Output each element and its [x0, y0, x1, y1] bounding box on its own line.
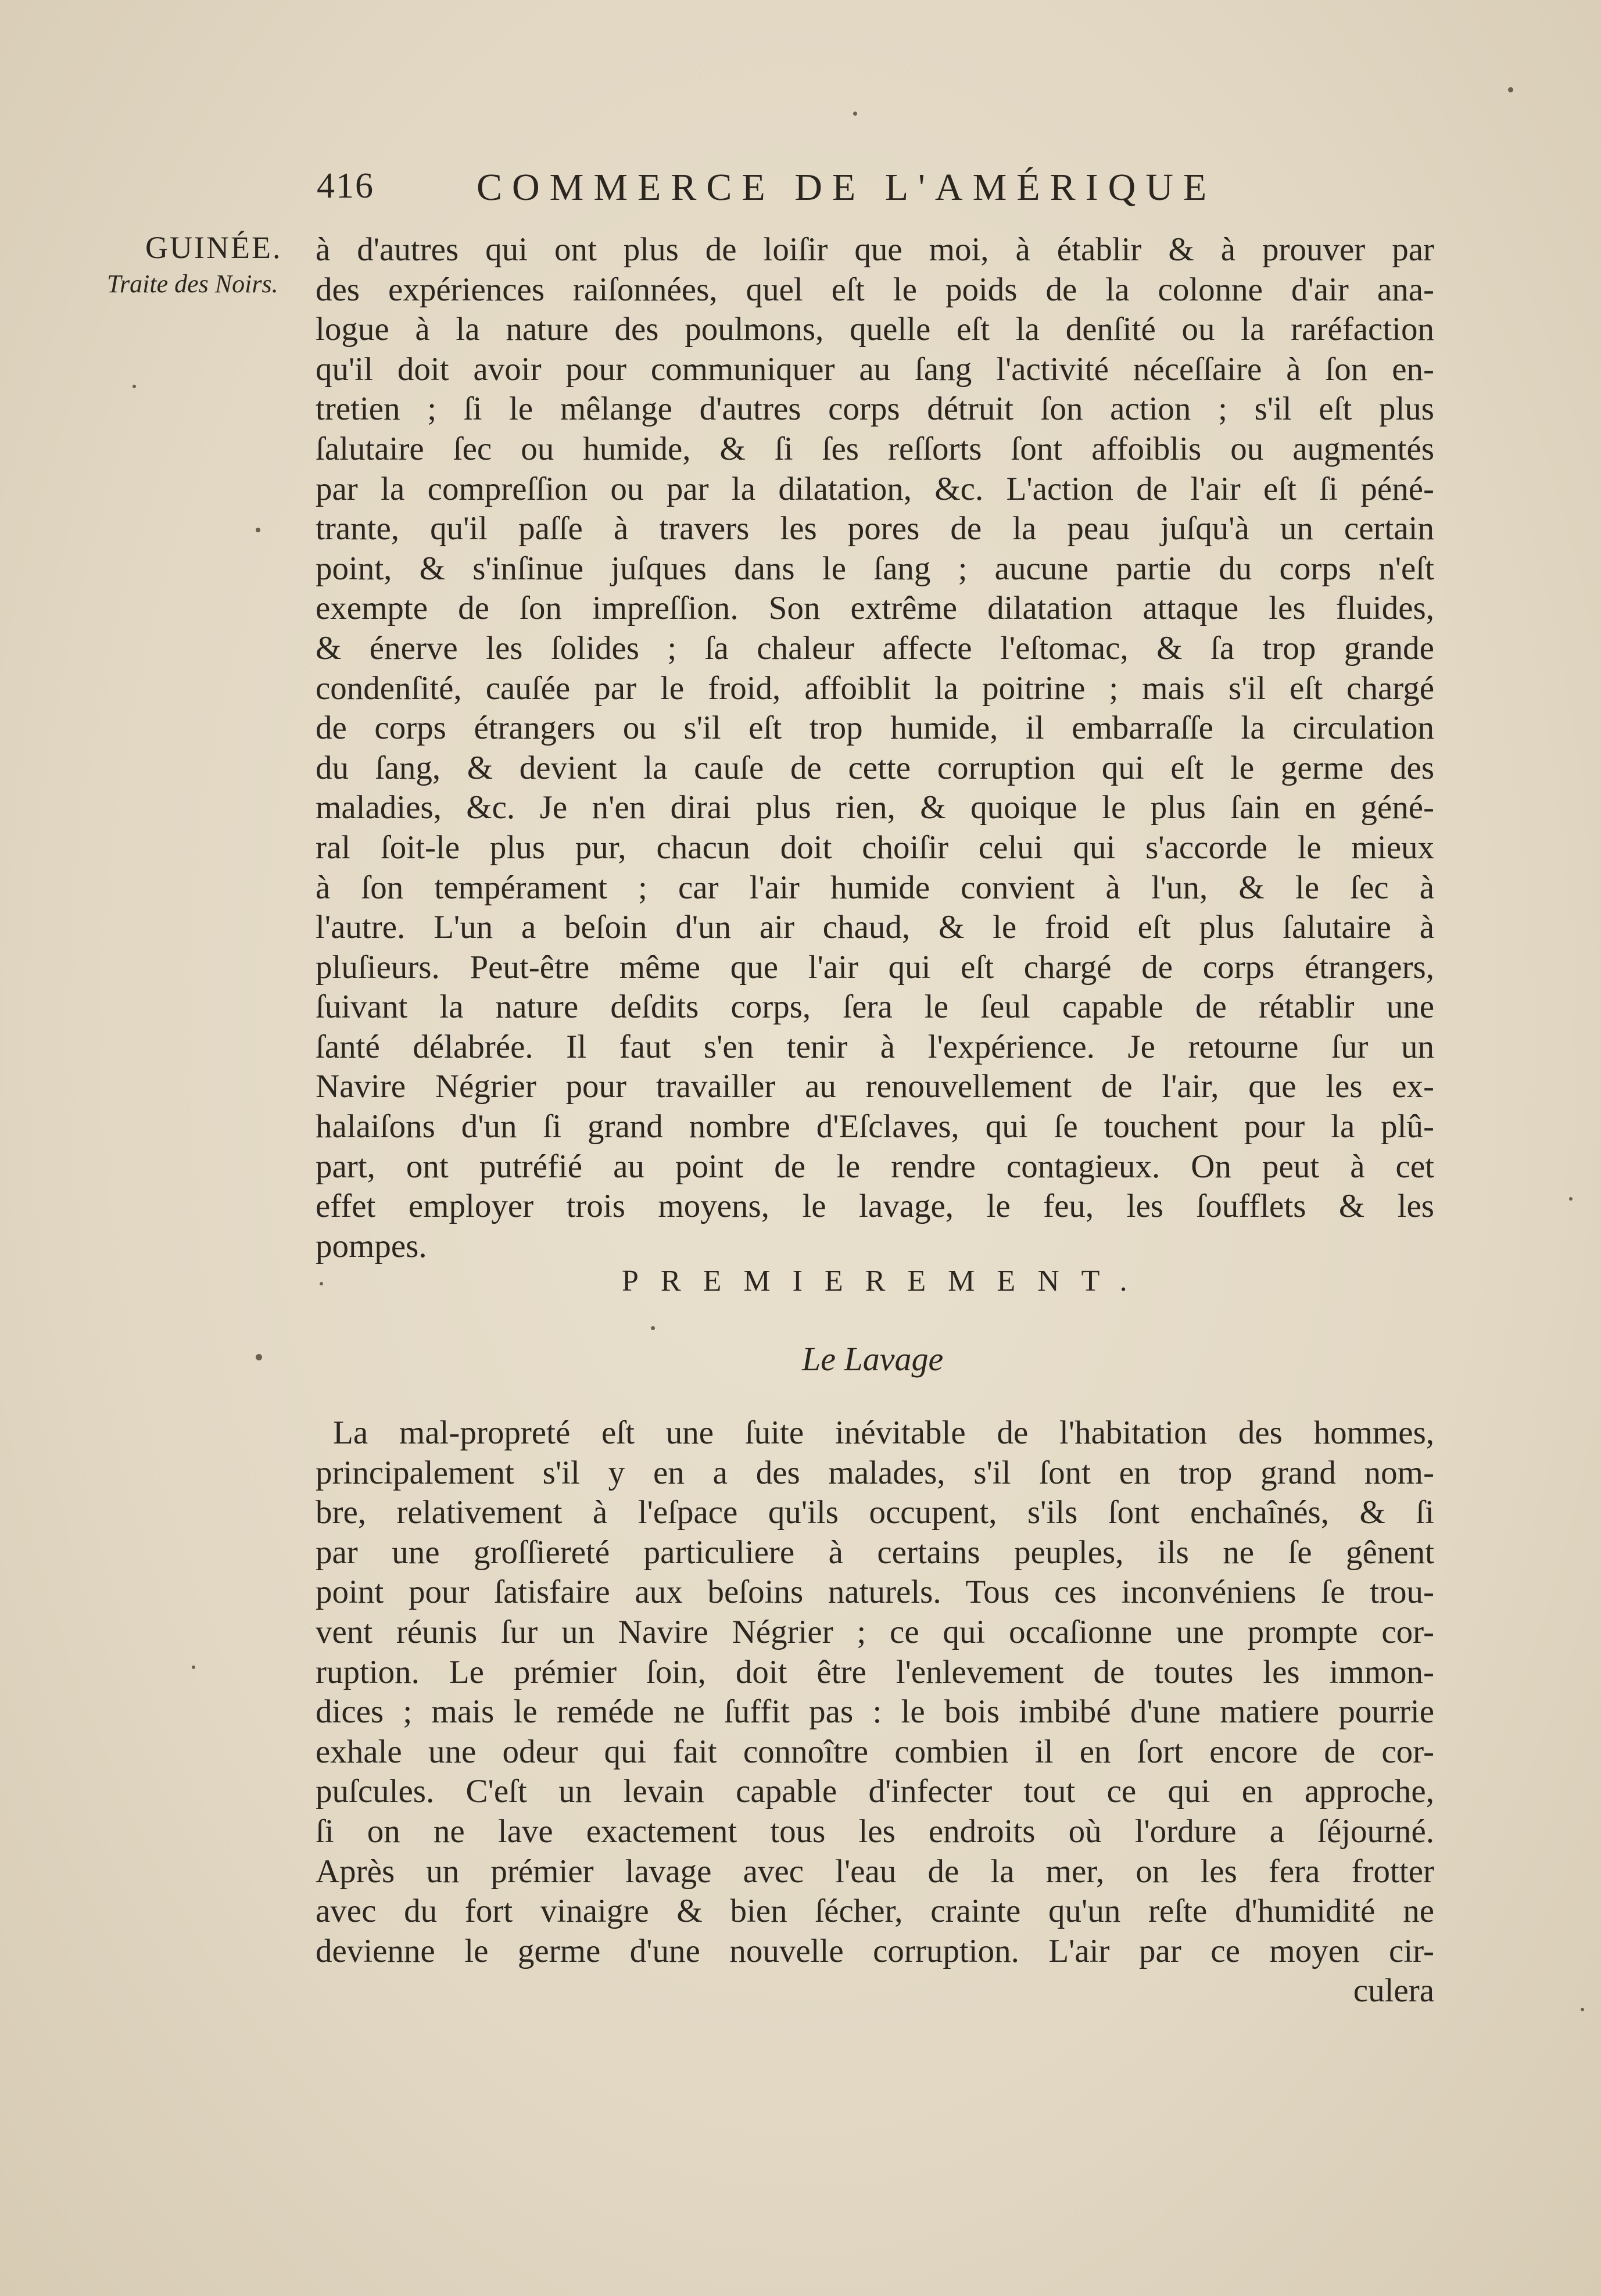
- section-subheading: Le Lavage: [802, 1340, 944, 1378]
- text-line: effet employer trois moyens, le lavage, le feu, les ſoufflets & les: [316, 1188, 1434, 1225]
- page-number: 416: [317, 166, 374, 206]
- text-line: maladies, &c. Je n'en dirai plus rien, & quoique le plus ſain en géné-: [316, 789, 1434, 826]
- text-line: exempte de ſon impreſſion. Son extrême dilatation attaque les fluides,: [316, 590, 1434, 627]
- running-title: COMMERCE DE L'AMÉRIQUE: [477, 166, 1217, 209]
- text-line: ſanté délabrée. Il faut s'en tenir à l'expérience. Je retourne ſur un: [316, 1028, 1434, 1065]
- text-line: Navire Négrier pour travailler au renouvellement de l'air, que les ex-: [316, 1068, 1434, 1105]
- text-line: tretien ; ſi le mêlange d'autres corps détruit ſon action ; s'il eſt plus: [316, 391, 1434, 428]
- text-line: Après un prémier lavage avec l'eau de la mer, on les fera frotter: [316, 1853, 1434, 1890]
- paper-speck: [132, 385, 136, 388]
- text-line: l'autre. L'un a beſoin d'un air chaud, & le froid eſt plus ſalutaire à: [316, 909, 1434, 946]
- text-line: point pour ſatisfaire aux beſoins naturels. Tous ces inconvéniens ſe trou-: [316, 1574, 1434, 1611]
- text-line: ſuivant la nature deſdits corps, ſera le ſeul capable de rétablir une: [316, 988, 1434, 1026]
- text-line: trante, qu'il paſſe à travers les pores de la peau juſqu'à un certain: [316, 510, 1434, 547]
- text-line: halaiſons d'un ſi grand nombre d'Eſclaves, qui ſe touchent pour la plû-: [316, 1108, 1434, 1145]
- text-line: & énerve les ſolides ; ſa chaleur affecte l'eſtomac, & ſa trop grande: [316, 629, 1434, 667]
- text-line: condenſité, cauſée par le froid, affoiblit la poitrine ; mais s'il eſt chargé: [316, 669, 1434, 707]
- text-line: avec du fort vinaigre & bien ſécher, crainte qu'un reſte d'humidité ne: [316, 1893, 1434, 1930]
- text-line: qu'il doit avoir pour communiquer au ſang l'activité néceſſaire à ſon en-: [316, 350, 1434, 388]
- text-line: par la compreſſion ou par la dilatation, &c. L'action de l'air eſt ſi péné-: [316, 470, 1434, 507]
- text-line: dices ; mais le reméde ne ſuffit pas : le bois imbibé d'une matiere pourrie: [316, 1693, 1434, 1731]
- text-line: ruption. Le prémier ſoin, doit être l'enlevement de toutes les immon-: [316, 1653, 1434, 1690]
- paper-speck: [256, 1354, 262, 1360]
- text-line: à d'autres qui ont plus de loiſir que moi, à établir & à prouver par: [316, 231, 1434, 268]
- text-line: pluſieurs. Peut-être même que l'air qui eſt chargé de corps étrangers,: [316, 948, 1434, 986]
- text-line: ral ſoit-le plus pur, chacun doit choiſir celui qui s'accorde le mieux: [316, 829, 1434, 866]
- text-line: du ſang, & devient la cauſe de cette corruption qui eſt le germe des: [316, 749, 1434, 786]
- text-line: principalement s'il y en a des malades, s'il ſont en trop grand nom-: [316, 1454, 1434, 1491]
- paragraph-1: [316, 230, 1434, 1266]
- text-line: par une groſſiereté particuliere à certains peuples, ils ne ſe gênent: [316, 1534, 1434, 1571]
- paper-speck: [320, 1282, 323, 1285]
- paper-speck: [256, 528, 260, 532]
- paper-speck: [192, 1665, 195, 1669]
- text-line: pompes.: [316, 1227, 427, 1265]
- catchword: culera: [1353, 1972, 1434, 2010]
- text-line: ſi on ne lave exactement tous les endroits où l'ordure a ſéjourné.: [316, 1813, 1434, 1850]
- paragraph-2: [316, 1413, 1434, 2011]
- margin-note-region: GUINÉE.: [145, 230, 282, 265]
- text-line: de corps étrangers ou s'il eſt trop humide, il embarraſſe la circulation: [316, 710, 1434, 747]
- running-head: [317, 166, 1305, 218]
- text-line: logue à la nature des poulmons, quelle eſt la denſité ou la raréfaction: [316, 311, 1434, 348]
- text-line: des expériences raiſonnées, quel eſt le poids de la colonne d'air ana-: [316, 271, 1434, 308]
- paper-speck: [1508, 87, 1513, 92]
- text-line: puſcules. C'eſt un levain capable d'infecter tout ce qui en approche,: [316, 1773, 1434, 1810]
- text-line: vent réunis ſur un Navire Négrier ; ce qui occaſionne une prompte cor-: [316, 1613, 1434, 1650]
- paper-speck: [1569, 1197, 1573, 1201]
- text-line: La mal-propreté eſt une ſuite inévitable de l'habitation des hommes,: [333, 1414, 1434, 1451]
- text-line: à ſon tempérament ; car l'air humide convient à l'un, & le ſec à: [316, 869, 1434, 906]
- text-line: ſalutaire ſec ou humide, & ſi ſes reſſorts ſont affoiblis ou augmentés: [316, 430, 1434, 467]
- paper-speck: [853, 112, 857, 116]
- text-line: point, & s'inſinue juſques dans le ſang ; aucune partie du corps n'eſt: [316, 550, 1434, 587]
- text-line: exhale une odeur qui fait connoître combien il en ſort encore de cor-: [316, 1733, 1434, 1770]
- paper-speck: [651, 1326, 655, 1330]
- text-line: part, ont putréfié au point de le rendre contagieux. On peut à cet: [316, 1148, 1434, 1185]
- text-line: devienne le germe d'une nouvelle corruption. L'air par ce moyen cir-: [316, 1932, 1434, 1969]
- section-heading: PREMIEREMENT.: [622, 1265, 1149, 1298]
- text-line: bre, relativement à l'eſpace qu'ils occupent, s'ils ſont enchaînés, & ſi: [316, 1494, 1434, 1531]
- margin-note-subject: Traite des Noirs.: [107, 270, 278, 298]
- paper-speck: [1581, 2008, 1584, 2011]
